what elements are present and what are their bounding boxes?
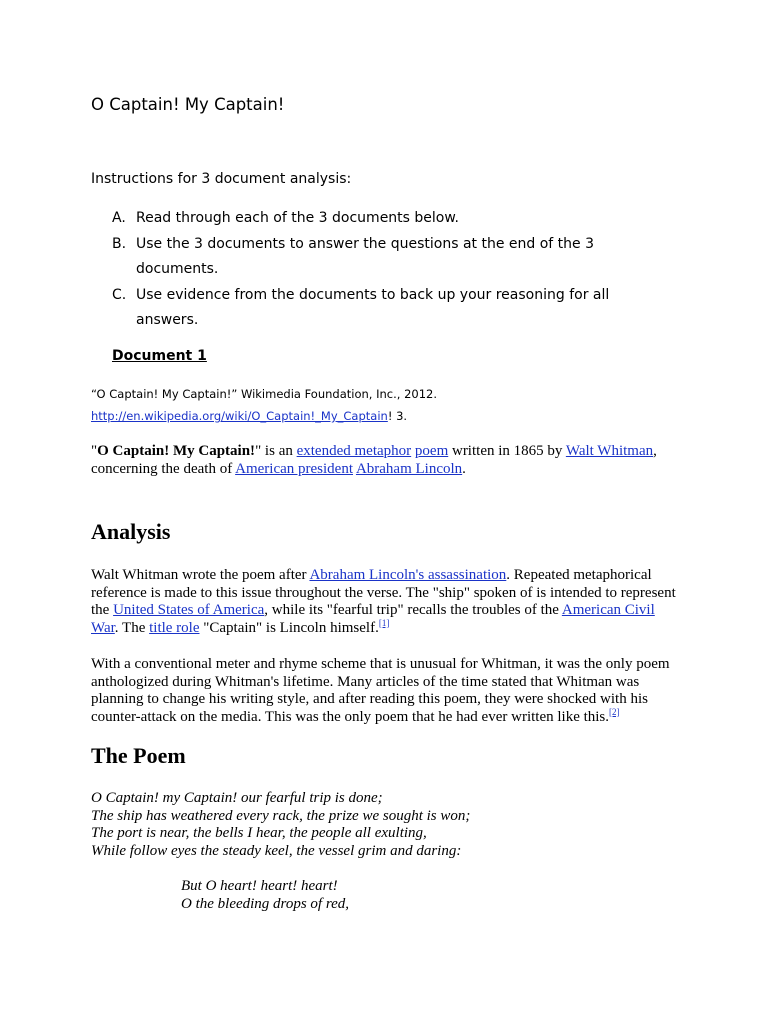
list-marker: C. [112,286,127,303]
list-item [112,232,632,283]
document-1-heading: Document 1 [112,348,207,364]
intro-text: written in 1865 by [448,443,566,459]
list-item-text: Use the 3 documents to answer the questions at the end of the 3 documents. [136,235,594,277]
poem-line: O Captain! my Captain! our fearful trip is done; [91,790,383,806]
para-text: , while its "fearful trip" recalls the troubles of the [264,602,562,618]
poem-stanza-1 [91,790,470,860]
reference-1-link[interactable]: [1] [378,617,390,628]
list-item-text: Read through each of the 3 documents below. [136,210,459,226]
reference-2-link[interactable]: [2] [609,706,620,717]
link-extended-metaphor[interactable]: extended metaphor [296,443,412,459]
instructions-list [112,206,632,334]
instructions-heading: Instructions for 3 document analysis: [91,171,352,187]
poem-stanza-2 [181,878,349,913]
citation-suffix: ! 3. [387,409,408,423]
page-title: O Captain! My Captain! [91,95,285,114]
citation-url-link[interactable]: http://en.wikipedia.org/wiki/O_Captain!_My_Captain [91,409,388,423]
intro-text: . [462,461,466,477]
poem-title-bold: O Captain! My Captain! [97,443,256,459]
link-abraham-lincoln[interactable]: Abraham Lincoln [355,461,463,477]
poem-line: O the bleeding drops of red, [181,895,350,912]
poem-line: The port is near, the bells I hear, the people all exulting, [91,825,427,841]
poem-line: While follow eyes the steady keel, the vessel grim and daring: [91,842,462,859]
poem-heading: The Poem [91,743,186,768]
list-item-text: Use evidence from the documents to back up your reasoning for all answers. [136,286,610,328]
citation-url-line [91,405,437,427]
poem-line: But O heart! heart! heart! [181,878,338,894]
list-marker: B. [112,235,127,252]
poem-line: The ship has weathered every rack, the prize we sought is won; [91,807,471,824]
link-united-states[interactable]: United States of America [113,602,265,618]
intro-text: , concerning the death of [91,443,657,477]
link-poem[interactable]: poem [414,443,449,459]
link-american-president[interactable]: American president [235,461,353,477]
analysis-paragraph-2 [91,656,681,726]
para-text: . Repeated metaphorical reference is made to this issue throughout the verse. The "ship" spoken of is intended to represent the [91,567,676,618]
link-walt-whitman[interactable]: Walt Whitman [565,443,654,459]
analysis-heading: Analysis [91,519,171,544]
para-text: . The [114,619,150,636]
list-item [112,283,632,334]
link-american-civil-war[interactable]: American Civil War [91,602,655,636]
link-lincoln-assassination[interactable]: Abraham Lincoln's assassination [309,567,507,583]
para-text: "Captain" is Lincoln himself. [199,619,379,636]
list-item [112,206,632,232]
citation-source: “O Captain! My Captain!” Wikimedia Foundation, Inc., 2012. [91,387,437,401]
intro-text: " [91,443,98,459]
analysis-paragraph-1 [91,567,681,637]
document-1-citation [91,383,437,427]
link-title-role[interactable]: title role [149,619,200,636]
para-text: Walt Whitman wrote the poem after [91,567,310,583]
para-text: With a conventional meter and rhyme scheme that is unusual for Whitman, it was the only poem anthologized during Whitman's lifetime. Many articles of the time stated that Whitman was planning to change his writing style, and after reading this poem, they were shocked with his counter-attack on the media. This was the only poem that he had ever written like this. [91,656,670,725]
list-marker: A. [112,210,126,226]
intro-paragraph [91,442,691,478]
intro-text: " is an [255,443,297,459]
